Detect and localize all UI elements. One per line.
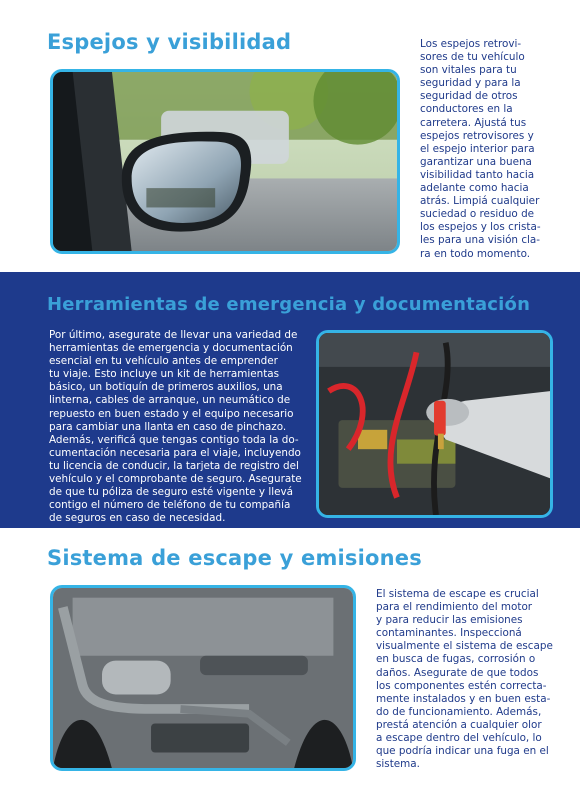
- mirror-photo: [50, 69, 400, 254]
- exhaust-photo: [50, 585, 356, 771]
- car-underside-image: [53, 588, 353, 768]
- section-body-exhaust: El sistema de escape es crucial para el rendimiento del motor y para reducir las emisiones contaminantes. Inspeccioná visualmente el sistema de escape en busca de fugas, corrosión o daños. Asegurate de que todos los componentes estén correcta- mente instalados y en buen esta- do de funcionamiento. Además, prestá atención a cualquier olor a escape dentro del vehículo, lo que podría indicar una fuga en el sistema.: [376, 588, 553, 771]
- section-body-mirrors: Los espejos retrovi- sores de tu vehículo son vitales para tu seguridad y para la seguridad de otros conductores en la carretera. Ajustá tus espejos retrovisores y el espejo interior para garantizar una buena visibilidad tanto hacia adelante como hacia atrás. Limpiá cualquier suciedad o residuo de los espejos y los crista- les para una visión cla- ra en todo momento.: [420, 38, 541, 260]
- section-title-mirrors: Espejos y visibilidad: [47, 30, 292, 54]
- jumper-cables-photo: [316, 330, 553, 518]
- jumper-cables-image: [319, 333, 550, 515]
- section-title-exhaust: Sistema de escape y emisiones: [47, 546, 422, 570]
- section-title-emergency: Herramientas de emergencia y documentación: [47, 294, 531, 315]
- side-mirror-image: [53, 72, 397, 251]
- section-body-emergency: Por último, asegurate de llevar una variedad de herramientas de emergencia y documentación esencial en tu vehículo antes de emprender tu viaje. Esto incluye un kit de herramientas básico, un botiquín de primeros auxilios, una linterna, cables de arranque, un neumático de repuesto en buen estado y el equipo necesario para cambiar una llanta en caso de pinchazo. Además, verificá que tengas contigo toda la do- cumentación necesaria para el viaje, incluyendo tu licencia de conducir, la tarjeta de registro del vehículo y el comprobante de seguro. Asegurate de que tu póliza de seguro esté vigente y llevá contigo el número de teléfono de tu compañía de seguros en caso de necesidad.: [49, 329, 302, 525]
